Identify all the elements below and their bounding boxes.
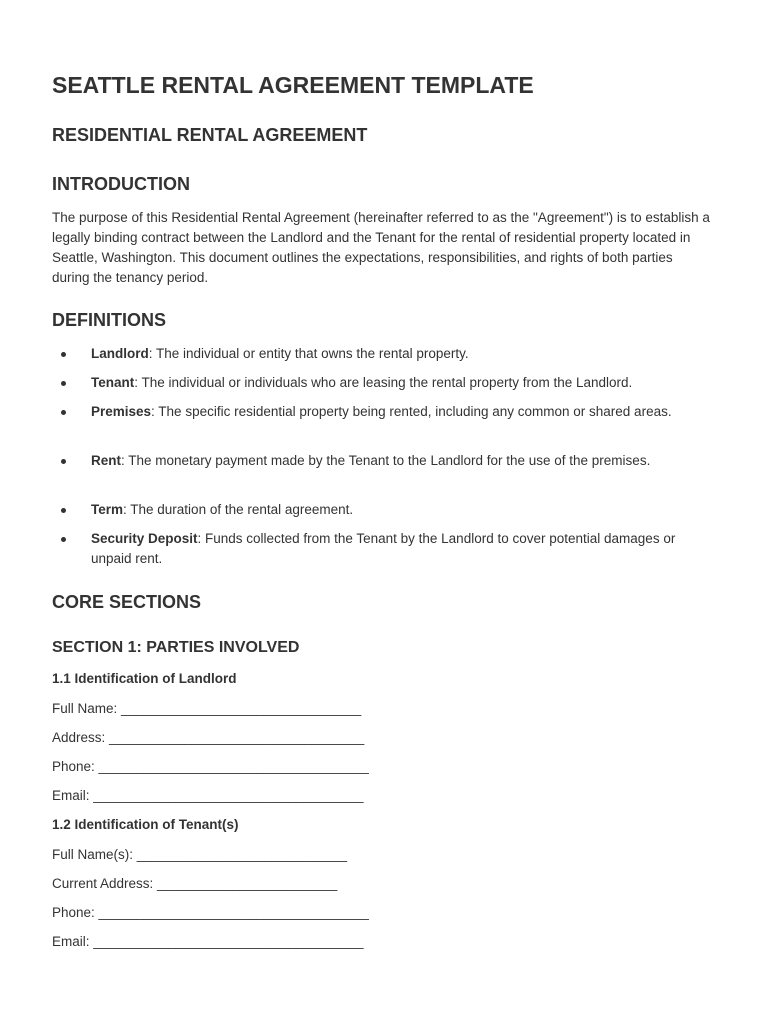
document-subtitle: RESIDENTIAL RENTAL AGREEMENT bbox=[52, 125, 368, 145]
introduction-paragraph: The purpose of this Residential Rental Agreement (hereinafter referred to as the "Agreement") is to establish a legally binding contract between the Landlord and the Tenant for the rental of residential property located in Seattle, Washington. This document outlines the expectations, responsibilities, and rights of both parties during the tenancy period. bbox=[52, 210, 710, 285]
definition-term: Landlord bbox=[91, 346, 149, 361]
tenant-identification-heading: 1.2 Identification of Tenant(s) bbox=[52, 817, 239, 832]
landlord-email-field: Email: ____________________________________ bbox=[52, 788, 364, 803]
landlord-phone-field: Phone: ____________________________________ bbox=[52, 759, 369, 774]
bullet-icon bbox=[61, 352, 66, 357]
tenant-current-address-field: Current Address: ________________________ bbox=[52, 876, 338, 891]
definition-text: : The individual or entity that owns the rental property. bbox=[148, 346, 469, 361]
bullet-icon bbox=[61, 459, 66, 464]
definition-body bbox=[91, 344, 717, 364]
bullet-icon bbox=[61, 381, 66, 386]
bullet-icon bbox=[61, 508, 66, 513]
landlord-address-field: Address: __________________________________ bbox=[52, 730, 365, 745]
document-title: SEATTLE RENTAL AGREEMENT TEMPLATE bbox=[52, 72, 534, 98]
definition-term: Term bbox=[91, 502, 124, 517]
definition-text: : Funds collected from the Tenant by the Landlord to cover potential damages or unpaid rent. bbox=[91, 531, 676, 566]
definition-term: Security Deposit bbox=[91, 531, 198, 546]
definition-body bbox=[91, 500, 717, 520]
definition-body bbox=[91, 402, 717, 422]
definition-term: Rent bbox=[91, 453, 121, 468]
tenant-full-name-field: Full Name(s): ____________________________ bbox=[52, 847, 347, 862]
tenant-phone-field: Phone: ____________________________________ bbox=[52, 905, 369, 920]
definition-term: Tenant bbox=[91, 375, 135, 390]
definition-body bbox=[91, 451, 717, 471]
tenant-email-field: Email: ____________________________________ bbox=[52, 934, 364, 949]
introduction-heading: INTRODUCTION bbox=[52, 174, 190, 194]
definition-text: : The duration of the rental agreement. bbox=[123, 502, 354, 517]
definition-body bbox=[91, 373, 717, 393]
definition-term: Premises bbox=[91, 404, 152, 419]
landlord-identification-heading: 1.1 Identification of Landlord bbox=[52, 671, 237, 686]
definition-text: : The individual or individuals who are leasing the rental property from the Landlord. bbox=[134, 375, 633, 390]
definition-text: : The monetary payment made by the Tenant to the Landlord for the use of the premises. bbox=[121, 453, 651, 468]
bullet-icon bbox=[61, 410, 66, 415]
bullet-icon bbox=[61, 537, 66, 542]
definition-body bbox=[91, 529, 717, 569]
definitions-heading: DEFINITIONS bbox=[52, 310, 167, 330]
core-sections-heading: CORE SECTIONS bbox=[52, 592, 202, 612]
section-1-heading: SECTION 1: PARTIES INVOLVED bbox=[52, 639, 300, 656]
landlord-full-name-field: Full Name: ________________________________ bbox=[52, 701, 362, 716]
definition-text: : The specific residential property being rented, including any common or shared areas. bbox=[151, 404, 672, 419]
